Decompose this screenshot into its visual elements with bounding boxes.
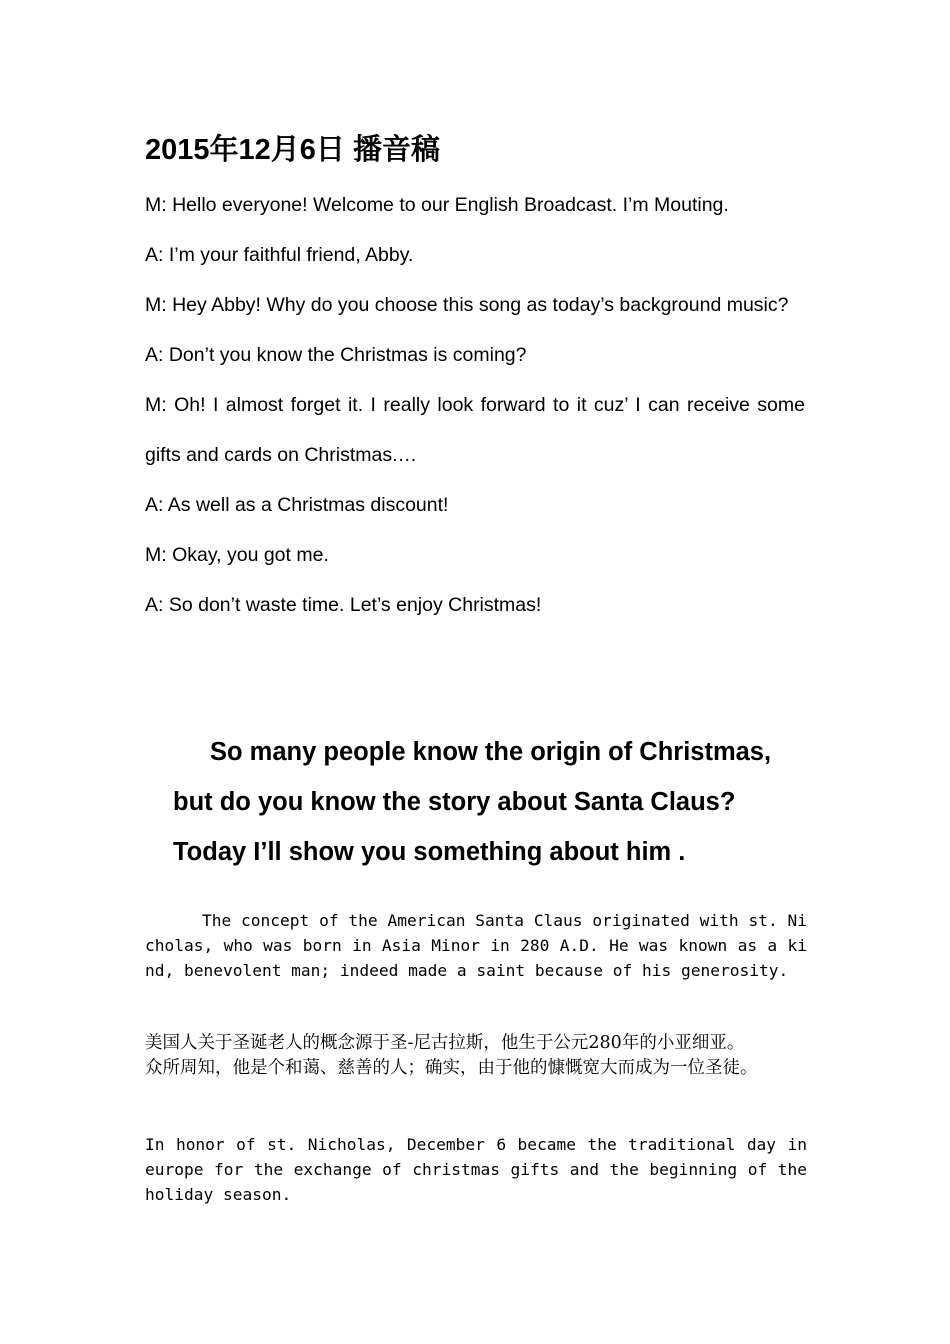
chinese-line: 众所周知，他是个和蔼、慈善的人；确实，由于他的慷慨宽大而成为一位圣徒。 bbox=[145, 1058, 758, 1078]
heading-line: but do you know the story about Santa Claus? bbox=[173, 788, 736, 816]
dialogue-line: A: As well as a Christmas discount! bbox=[145, 494, 449, 516]
dialogue-line: A: Don’t you know the Christmas is coming? bbox=[145, 344, 527, 366]
dialogue-line: A: I’m your faithful friend, Abby. bbox=[145, 244, 414, 266]
chinese-line: 美国人关于圣诞老人的概念源于圣-尼古拉斯，他生于公元280年的小亚细亚。 bbox=[145, 1033, 745, 1053]
heading-line: Today I’ll show you something about him . bbox=[173, 838, 686, 866]
dialogue-section bbox=[145, 180, 805, 630]
dialogue-line: A: So don’t waste time. Let’s enjoy Christmas! bbox=[145, 594, 542, 616]
chinese-translation-paragraph bbox=[145, 1031, 815, 1081]
santa-origin-paragraph: The concept of the American Santa Claus originated with st. Nicholas, who was born in Asia Minor in 280 A.D. He was known as a kind, benevolent man; indeed made a saint because of his generosity. bbox=[145, 911, 807, 980]
dialogue-line: M: Hello everyone! Welcome to our English Broadcast. I’m Mouting. bbox=[145, 194, 729, 216]
santa-intro-heading bbox=[173, 727, 813, 877]
heading-line: So many people know the origin of Christmas, bbox=[210, 738, 772, 766]
dialogue-line: M: Okay, you got me. bbox=[145, 544, 329, 566]
st-nicholas-day-paragraph: In honor of st. Nicholas, December 6 became the traditional day in europe for the exchange of christmas gifts and the beginning of the holiday season. bbox=[145, 1135, 807, 1204]
document-title: 2015年12月6日 播音稿 bbox=[145, 134, 440, 166]
dialogue-line: M: Hey Abby! Why do you choose this song as today’s background music? bbox=[145, 294, 789, 316]
dialogue-line: M: Oh! I almost forget it. I really look forward to it cuz’ I can receive some gifts and cards on Christmas.… bbox=[145, 394, 805, 466]
